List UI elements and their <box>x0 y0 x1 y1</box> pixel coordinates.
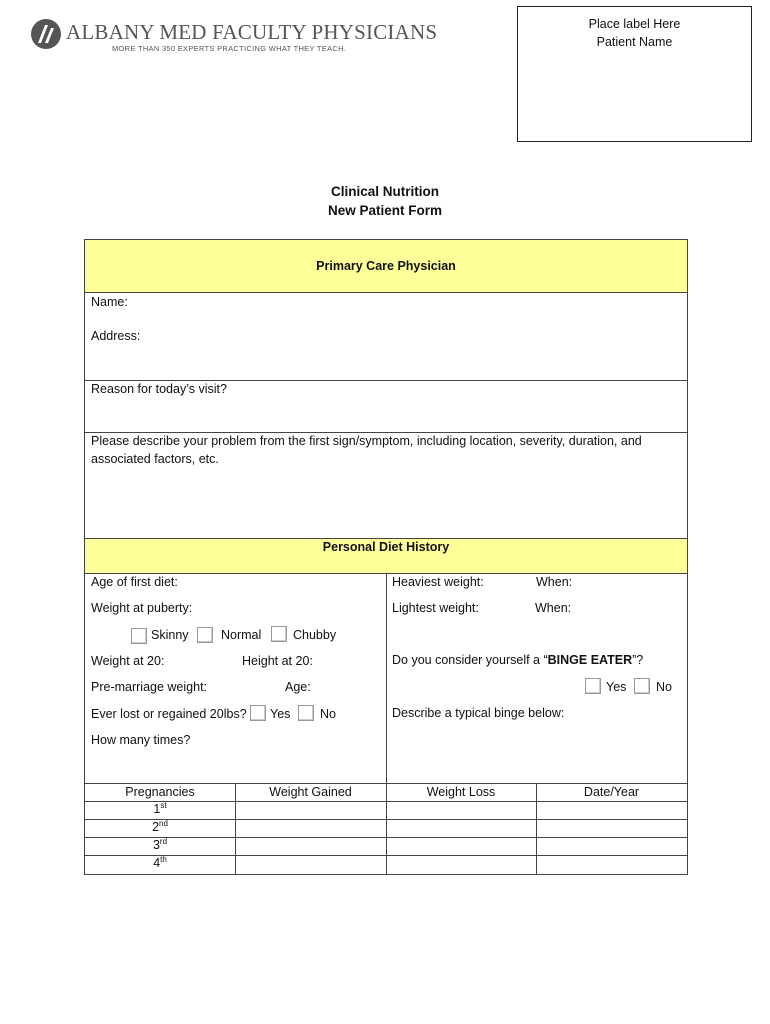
binge-yes-checkbox[interactable] <box>585 678 601 694</box>
form-subtitle: New Patient Form <box>327 203 443 218</box>
pregnancies-header: Pregnancies <box>125 785 195 799</box>
premarriage-age-label: Age: <box>285 680 311 694</box>
lost-regained-no-label: No <box>320 707 336 721</box>
skinny-checkbox[interactable] <box>131 628 147 644</box>
describe-problem-line1: Please describe your problem from the first sign/symptom, including location, severity, duration, and <box>91 434 642 448</box>
patient-name-placeholder: Patient Name <box>596 35 673 49</box>
pregnancy-row-label: 4th <box>153 855 167 871</box>
heaviest-weight-label: Heaviest weight: <box>392 575 484 589</box>
diet-heading: Personal Diet History <box>322 540 450 554</box>
physician-heading: Primary Care Physician <box>316 259 456 273</box>
heaviest-when-label: When: <box>536 575 573 589</box>
logo-name: ALBANY MED FACULTY PHYSICIANS <box>66 20 438 44</box>
describe-binge-label: Describe a typical binge below: <box>392 706 565 720</box>
albany-med-logo-icon <box>30 18 62 50</box>
chubby-checkbox[interactable] <box>271 626 287 642</box>
label-placeholder: Place label Here <box>588 17 681 31</box>
weight-puberty-label: Weight at puberty: <box>91 601 193 615</box>
form-title: Clinical Nutrition <box>331 184 439 199</box>
skinny-label: Skinny <box>151 628 189 642</box>
name-label: Name: <box>91 295 128 309</box>
normal-label: Normal <box>221 628 262 642</box>
logo-tagline: MORE THAN 350 EXPERTS PRACTICING WHAT THEY TEACH. <box>112 44 347 53</box>
age-first-diet-label: Age of first diet: <box>91 575 178 589</box>
date-year-header: Date/Year <box>583 785 640 799</box>
weight-loss-header: Weight Loss <box>426 785 496 799</box>
weight-gained-header: Weight Gained <box>269 785 352 799</box>
pregnancy-row-label: 3rd <box>152 837 168 853</box>
lost-regained-yes-checkbox[interactable] <box>250 705 266 721</box>
address-label: Address: <box>91 329 141 343</box>
patient-form <box>84 239 688 875</box>
describe-problem-line2: associated factors, etc. <box>91 452 219 466</box>
how-many-times-label: How many times? <box>91 733 191 747</box>
binge-yes-label: Yes <box>606 680 627 694</box>
weight-at-20-label: Weight at 20: <box>91 654 165 668</box>
lost-regained-no-checkbox[interactable] <box>298 705 314 721</box>
lost-regained-yes-label: Yes <box>270 707 291 721</box>
binge-no-checkbox[interactable] <box>634 678 650 694</box>
lightest-when-label: When: <box>535 601 572 615</box>
pregnancy-row-label: 2nd <box>152 819 168 835</box>
chubby-label: Chubby <box>293 628 337 642</box>
binge-eater-question: Do you consider yourself a “BINGE EATER”? <box>392 653 644 667</box>
height-at-20-label: Height at 20: <box>242 654 313 668</box>
pregnancy-row-label: 1st <box>153 801 167 817</box>
reason-label: Reason for today’s visit? <box>91 382 227 396</box>
premarriage-weight-label: Pre-marriage weight: <box>91 680 208 694</box>
lightest-weight-label: Lightest weight: <box>392 601 479 615</box>
lost-regained-label: Ever lost or regained 20lbs? <box>91 707 247 721</box>
binge-no-label: No <box>656 680 672 694</box>
normal-checkbox[interactable] <box>197 627 213 643</box>
patient-label-box <box>517 6 752 142</box>
